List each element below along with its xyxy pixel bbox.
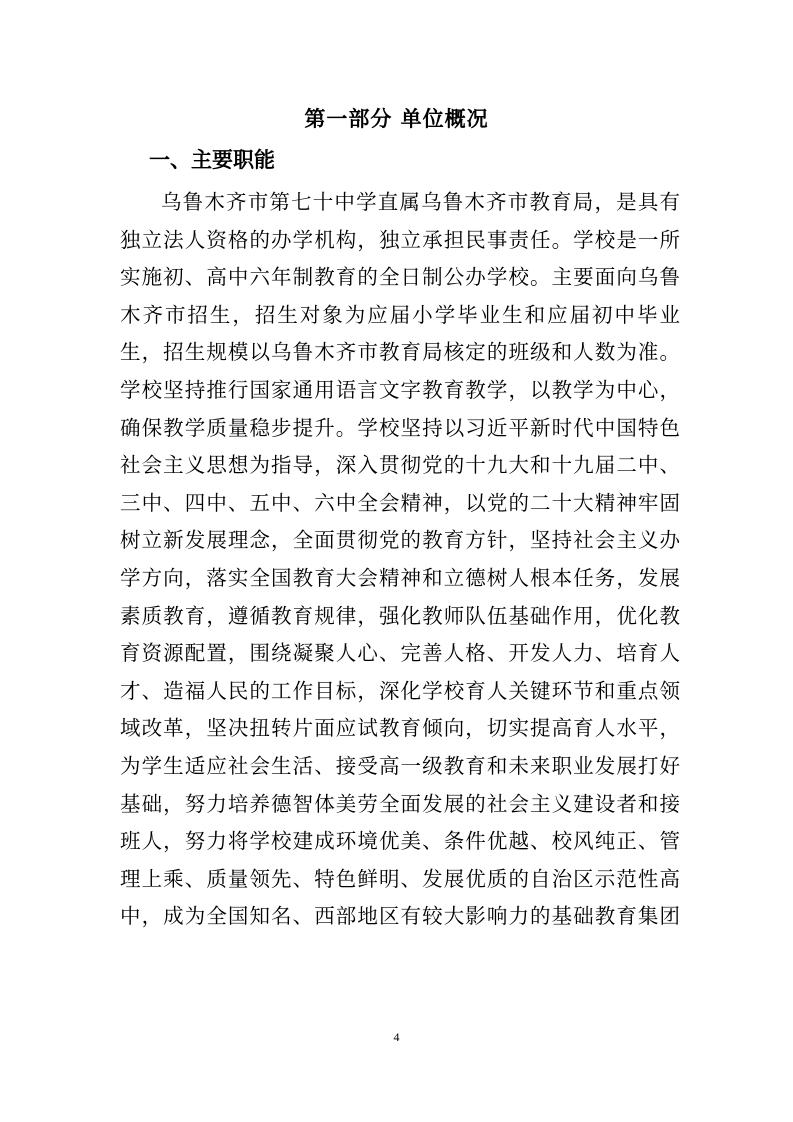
paragraph-line: 树立新发展理念，全面贯彻党的教育方针，坚持社会主义办 bbox=[120, 528, 680, 553]
paragraph-line: 域改革，坚决扭转片面应试教育倾向，切实提高育人水平， bbox=[120, 716, 680, 741]
paragraph-line: 确保教学质量稳步提升。学校坚持以习近平新时代中国特色 bbox=[120, 415, 680, 440]
page-number: 4 bbox=[393, 1030, 400, 1044]
paragraph-line: 中，成为全国知名、西部地区有较大影响力的基础教育集团 bbox=[120, 904, 680, 929]
paragraph-line: 实施初、高中六年制教育的全日制公办学校。主要面向乌鲁 bbox=[120, 265, 680, 290]
paragraph-line: 班人，努力将学校建成环境优美、条件优越、校风纯正、管 bbox=[120, 829, 680, 854]
subsection-heading: 一、主要职能 bbox=[149, 148, 275, 172]
paragraph-line: 素质教育，遵循教育规律，强化教师队伍基础作用，优化教 bbox=[120, 603, 680, 628]
paragraph-line: 为学生适应社会生活、接受高一级教育和未来职业发展打好 bbox=[120, 753, 680, 778]
paragraph-line: 木齐市招生，招生对象为应届小学毕业生和应届初中毕业 bbox=[120, 302, 680, 327]
section-title: 第一部分 单位概况 bbox=[304, 107, 489, 131]
body-paragraph bbox=[120, 184, 680, 936]
paragraph-line: 独立法人资格的办学机构，独立承担民事责任。学校是一所 bbox=[120, 227, 680, 252]
paragraph-line: 社会主义思想为指导，深入贯彻党的十九大和十九届二中、 bbox=[120, 453, 680, 478]
paragraph-line: 学方向，落实全国教育大会精神和立德树人根本任务，发展 bbox=[120, 565, 680, 590]
paragraph-line: 基础，努力培养德智体美劳全面发展的社会主义建设者和接 bbox=[120, 791, 680, 816]
paragraph-line: 才、造福人民的工作目标，深化学校育人关键环节和重点领 bbox=[120, 678, 680, 703]
paragraph-line: 理上乘、质量领先、特色鲜明、发展优质的自治区示范性高 bbox=[120, 866, 680, 891]
paragraph-line: 乌鲁木齐市第七十中学直属乌鲁木齐市教育局，是具有 bbox=[161, 190, 680, 214]
paragraph-line: 学校坚持推行国家通用语言文字教育教学，以教学为中心， bbox=[120, 377, 680, 402]
paragraph-line: 三中、四中、五中、六中全会精神，以党的二十大精神牢固 bbox=[120, 490, 680, 515]
paragraph-line: 生，招生规模以乌鲁木齐市教育局核定的班级和人数为准。 bbox=[120, 340, 680, 365]
paragraph-line: 育资源配置，围绕凝聚人心、完善人格、开发人力、培育人 bbox=[120, 641, 680, 666]
